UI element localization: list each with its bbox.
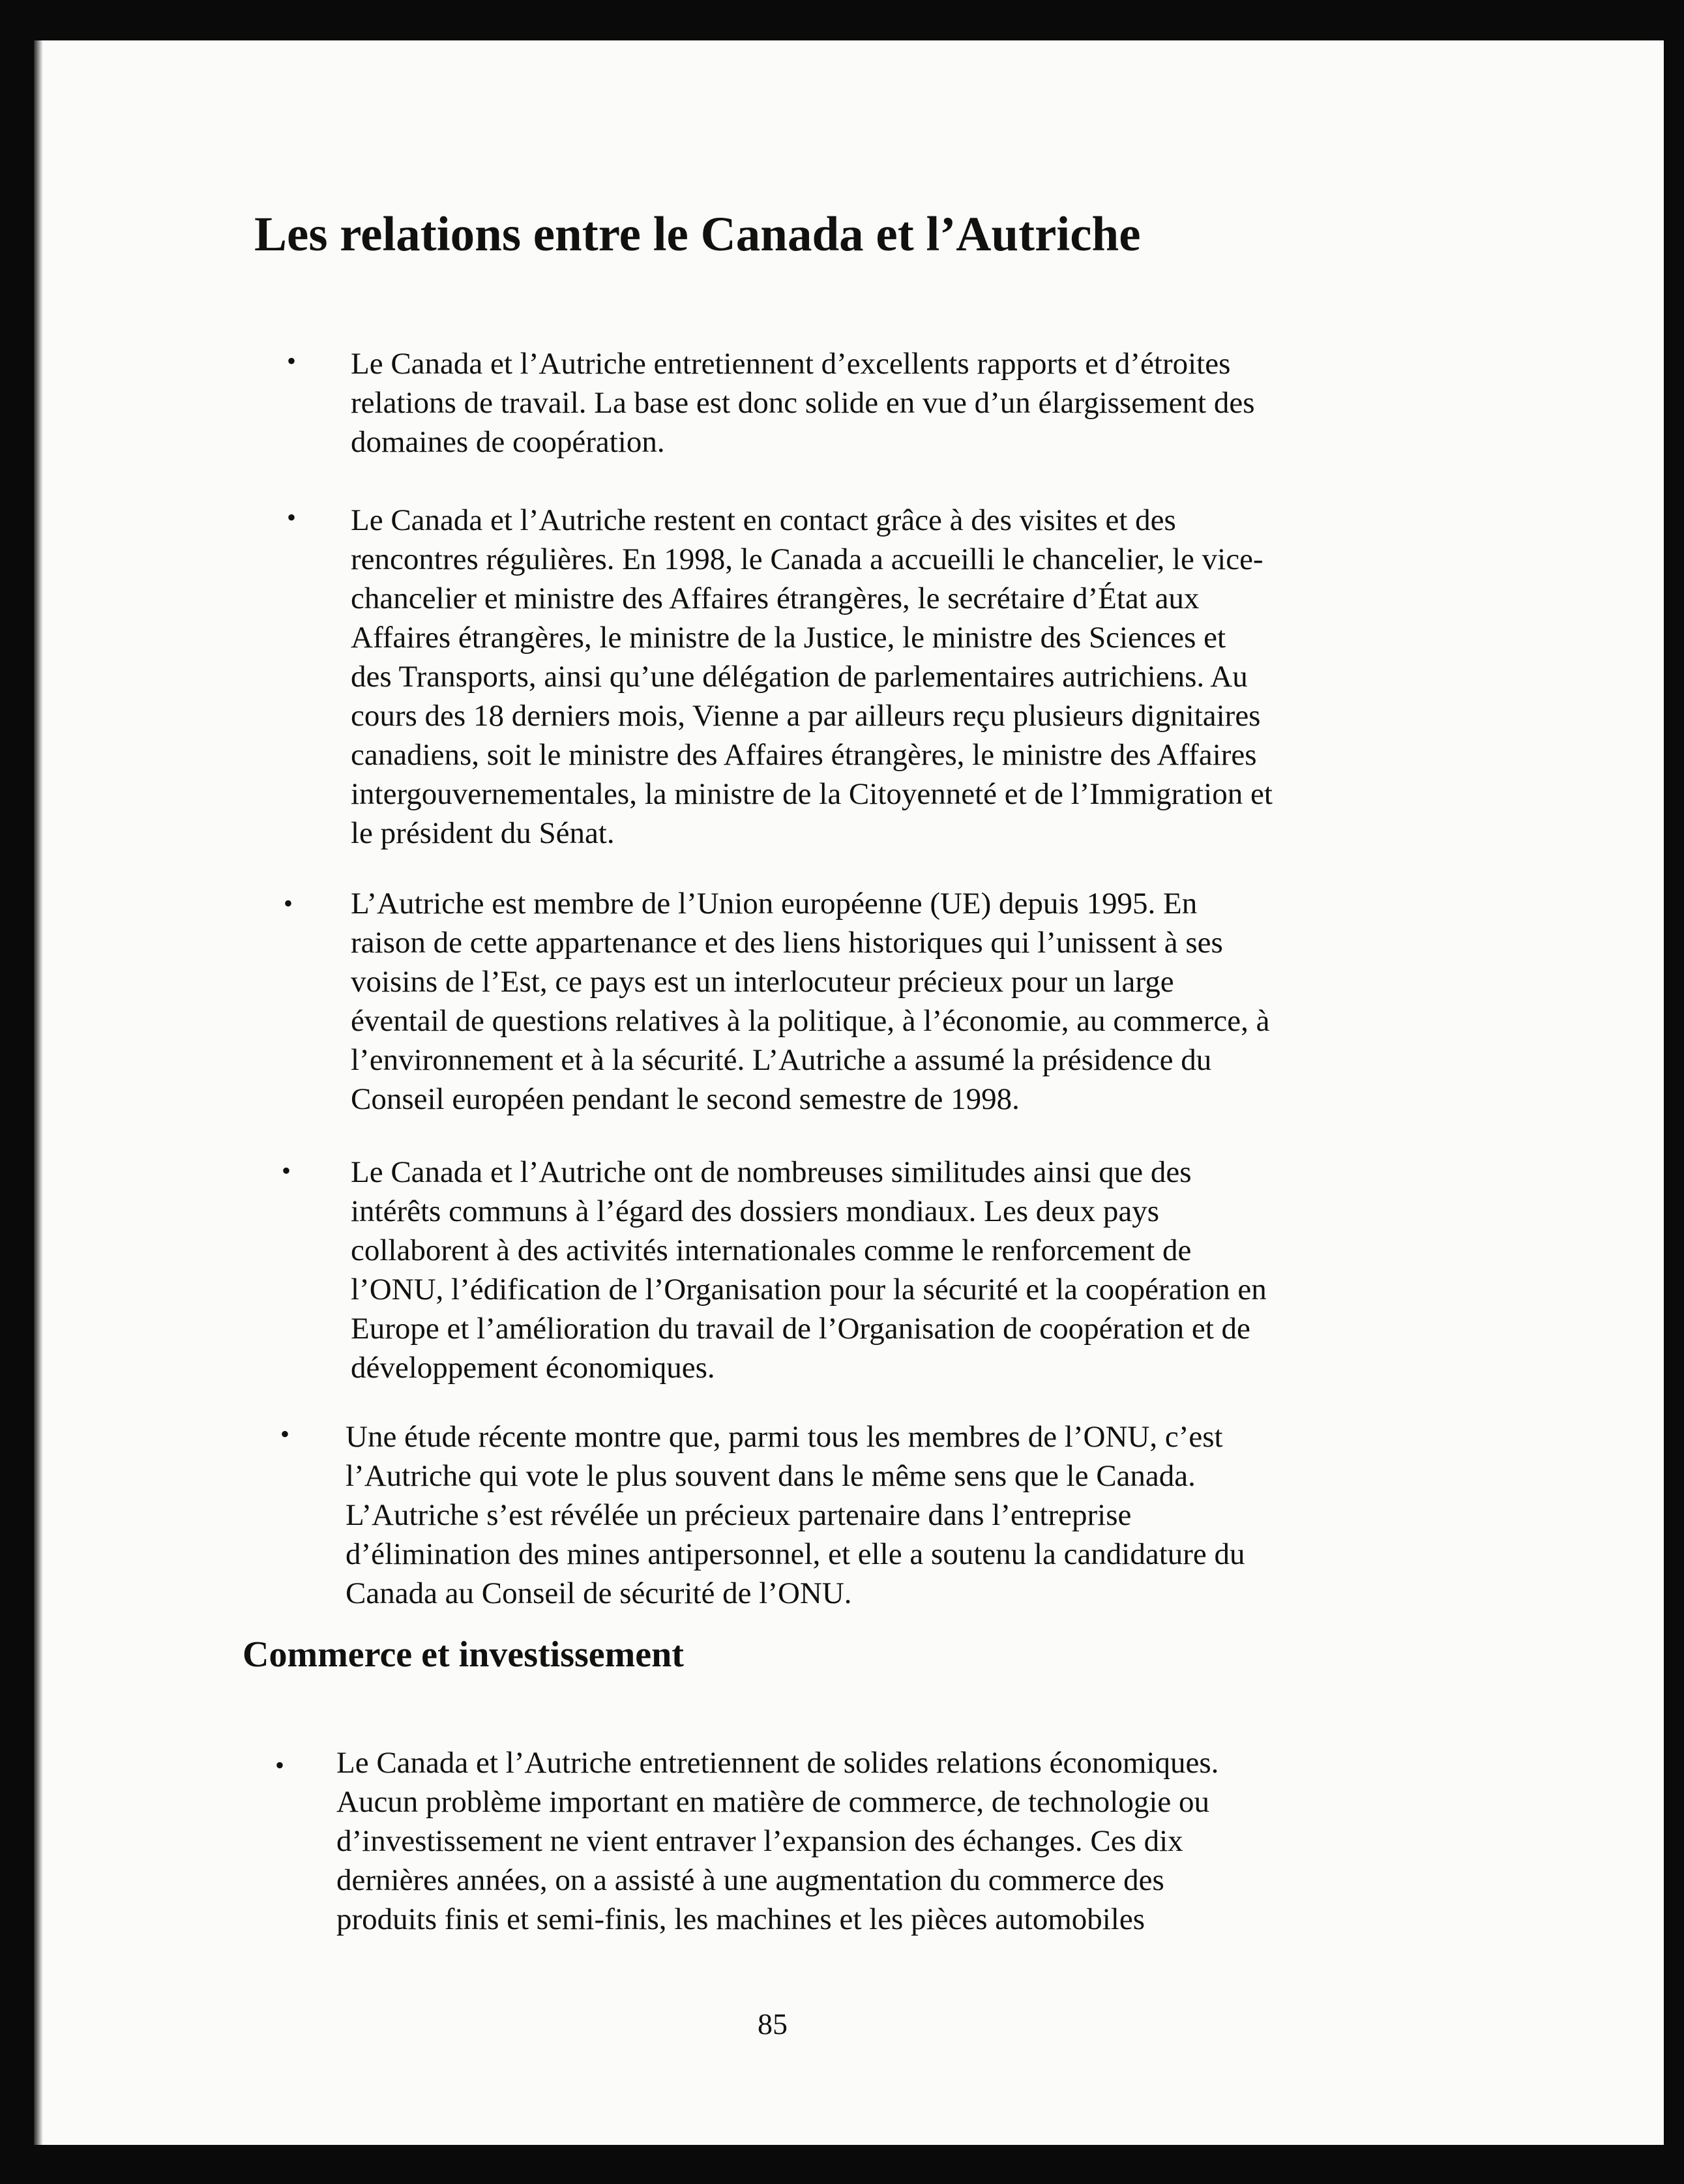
paragraph-3: L’Autriche est membre de l’Union européenne (UE) depuis 1995. En raison de cette appartenance et des liens historiques qui l’unissent à ses voisins de l’Est, ce pays est un interlocuteur précieux pour un large éventail de questions relatives à la politique, à l’économie, au commerce, à l’environnement et à la sécurité. L’Autriche a assumé la présidence du Conseil européen pendant le second semestre de 1998.	[351, 887, 1270, 1116]
document-page	[34, 40, 1664, 2145]
paragraph-2: Le Canada et l’Autriche restent en contact grâce à des visites et des rencontres régulières. En 1998, le Canada a accueilli le chancelier, le vice- chancelier et ministre des Affaires étrangères, le secrétaire d’État aux Affaires étrangères, le ministre de la Justice, le ministre des Sciences et des Transports, ainsi qu’une délégation de parlementaires autrichiens. Au cours des 18 derniers mois, Vienne a par ailleurs reçu plusieurs dignitaires canadiens, soit le ministre des Affaires étrangères, le ministre des Affaires intergouvernementales, la ministre de la Citoyenneté et de l’Immigration et le président du Sénat.	[351, 503, 1273, 850]
page-edge-shadow	[34, 40, 43, 2145]
section-heading-commerce: Commerce et investissement	[243, 1634, 684, 1675]
paragraph-1: Le Canada et l’Autriche entretiennent d’excellents rapports et d’étroites relations de travail. La base est donc solide en vue d’un élargissement des domaines de coopération.	[351, 347, 1255, 459]
paragraph-6: Le Canada et l’Autriche entretiennent de solides relations économiques. Aucun problème important en matière de commerce, de technologie ou d’investissement ne vient entraver l’expansion des échanges. Ces dix dernières années, on a assisté à une augmentation du commerce des produits finis et semi-finis, les machines et les pièces automobiles	[336, 1746, 1219, 1936]
bullet-1: •	[287, 346, 297, 376]
bullet-5: •	[280, 1419, 290, 1449]
bullet-3: •	[284, 889, 293, 918]
page-title: Les relations entre le Canada et l’Autriche	[254, 207, 1141, 261]
bullet-2: •	[287, 503, 297, 532]
paragraph-4: Le Canada et l’Autriche ont de nombreuses similitudes ainsi que des intérêts communs à l’égard des dossiers mondiaux. Les deux pays collaborent à des activités internationales comme le renforcement de l’ONU, l’édification de l’Organisation pour la sécurité et la coopération en Europe et l’amélioration du travail de l’Organisation de coopération et de développement économiques.	[351, 1155, 1267, 1385]
paragraph-5: Une étude récente montre que, parmi tous les membres de l’ONU, c’est l’Autriche qui vote le plus souvent dans le même sens que le Canada. L’Autriche s’est révélée un précieux partenaire dans l’entreprise d’élimination des mines antipersonnel, et elle a soutenu la candidature du Canada au Conseil de sécurité de l’ONU.	[346, 1420, 1245, 1610]
bullet-6: •	[275, 1750, 285, 1780]
page-number: 85	[758, 2007, 788, 2041]
bullet-4: •	[282, 1156, 291, 1185]
